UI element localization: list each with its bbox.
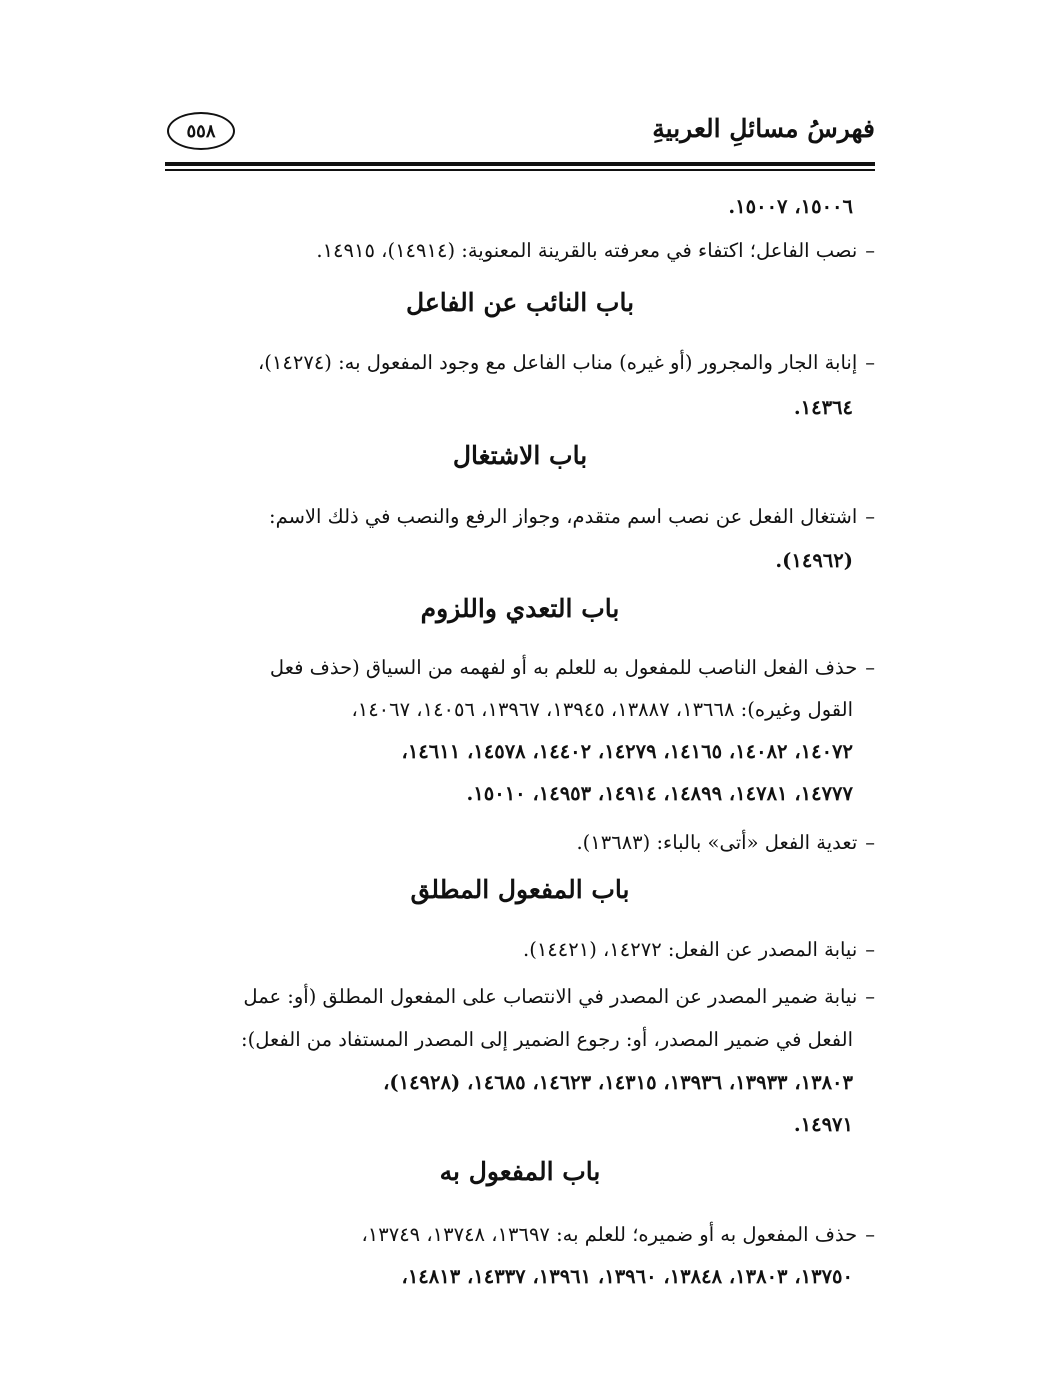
list-dash: – — [865, 239, 875, 262]
text-line: ١٣٧٥٠، ١٣٨٠٣، ١٣٨٤٨، ١٣٩٦٠، ١٣٩٦١، ١٤٣٣٧، ١٤٨١٣، — [401, 1265, 853, 1288]
list-dash: – — [865, 656, 875, 679]
section-heading: باب الاشتغال — [452, 441, 588, 470]
header-rule-thick — [165, 162, 875, 166]
document-page — [165, 0, 875, 1400]
list-item-text: اشتغال الفعل عن نصب اسم متقدم، وجواز الرفع والنصب في ذلك الاسم: — [269, 505, 858, 528]
list-item — [165, 933, 875, 967]
text-line: ١٤٩٧١. — [793, 1113, 853, 1136]
running-title: فهرسُ مسائلِ العربيةِ — [652, 114, 875, 143]
list-item-text: إنابة الجار والمجرور (أو غيره) مناب الفاعل مع وجود المفعول به: (١٤٢٧٤)، — [258, 351, 858, 374]
page-number: ٥٥٨ — [167, 112, 235, 150]
list-dash: – — [865, 505, 875, 528]
text-line: ١٤٠٧٢، ١٤٠٨٢، ١٤١٦٥، ١٤٢٧٩، ١٤٤٠٢، ١٤٥٧٨، ١٤٦١١، — [401, 740, 853, 763]
section-heading: باب التعدي واللزوم — [420, 594, 620, 623]
header-rule-thin — [165, 169, 875, 171]
list-item-text: نصب الفاعل؛ اكتفاء في معرفته بالقرينة المعنوية: (١٤٩١٤)، ١٤٩١٥. — [316, 239, 858, 262]
list-item — [165, 346, 875, 380]
text-line: الفعل في ضمير المصدر، أو: رجوع الضمير إلى المصدر المستفاد من الفعل): — [241, 1028, 853, 1051]
text-line: (١٤٩٦٢). — [775, 549, 853, 572]
list-item-text: تعدية الفعل «أتى» بالباء: (١٣٦٨٣). — [576, 831, 858, 854]
text-line: ١٣٨٠٣، ١٣٩٣٣، ١٣٩٣٦، ١٤٣١٥، ١٤٦٢٣، ١٤٦٨٥، (١٤٩٢٨)، — [383, 1071, 853, 1094]
list-item-text: حذف الفعل الناصب للمفعول به للعلم به أو لفهمه من السياق (حذف فعل — [269, 656, 858, 679]
list-item — [165, 500, 875, 534]
section-heading: باب المفعول المطلق — [410, 875, 630, 904]
text-line: ١٤٣٦٤. — [793, 396, 853, 419]
text-line: القول وغيره): ١٣٦٦٨، ١٣٨٨٧، ١٣٩٤٥، ١٣٩٦٧، ١٤٠٥٦، ١٤٠٦٧، — [351, 698, 853, 721]
text-line: ١٥٠٠٦، ١٥٠٠٧. — [728, 195, 853, 218]
list-item-text: حذف المفعول به أو ضميره؛ للعلم به: ١٣٦٩٧، ١٣٧٤٨، ١٣٧٤٩، — [361, 1223, 858, 1246]
section-heading: باب المفعول به — [439, 1157, 601, 1186]
list-item — [165, 826, 875, 860]
list-item — [165, 1218, 875, 1252]
list-item — [165, 651, 875, 685]
text-line: ١٤٧٧٧، ١٤٧٨١، ١٤٨٩٩، ١٤٩١٤، ١٤٩٥٣، ١٥٠١٠. — [466, 782, 853, 805]
page-header — [165, 108, 875, 158]
list-item — [165, 234, 875, 268]
list-dash: – — [865, 351, 875, 374]
list-dash: – — [865, 938, 875, 961]
section-heading: باب النائب عن الفاعل — [405, 288, 635, 317]
list-item — [165, 980, 875, 1014]
list-dash: – — [865, 1223, 875, 1246]
list-dash: – — [865, 831, 875, 854]
list-dash: – — [865, 985, 875, 1008]
list-item-text: نيابة المصدر عن الفعل: ١٤٢٧٢، (١٤٤٢١). — [523, 938, 858, 961]
list-item-text: نيابة ضمير المصدر عن المصدر في الانتصاب على المفعول المطلق (أو: عمل — [243, 985, 858, 1008]
